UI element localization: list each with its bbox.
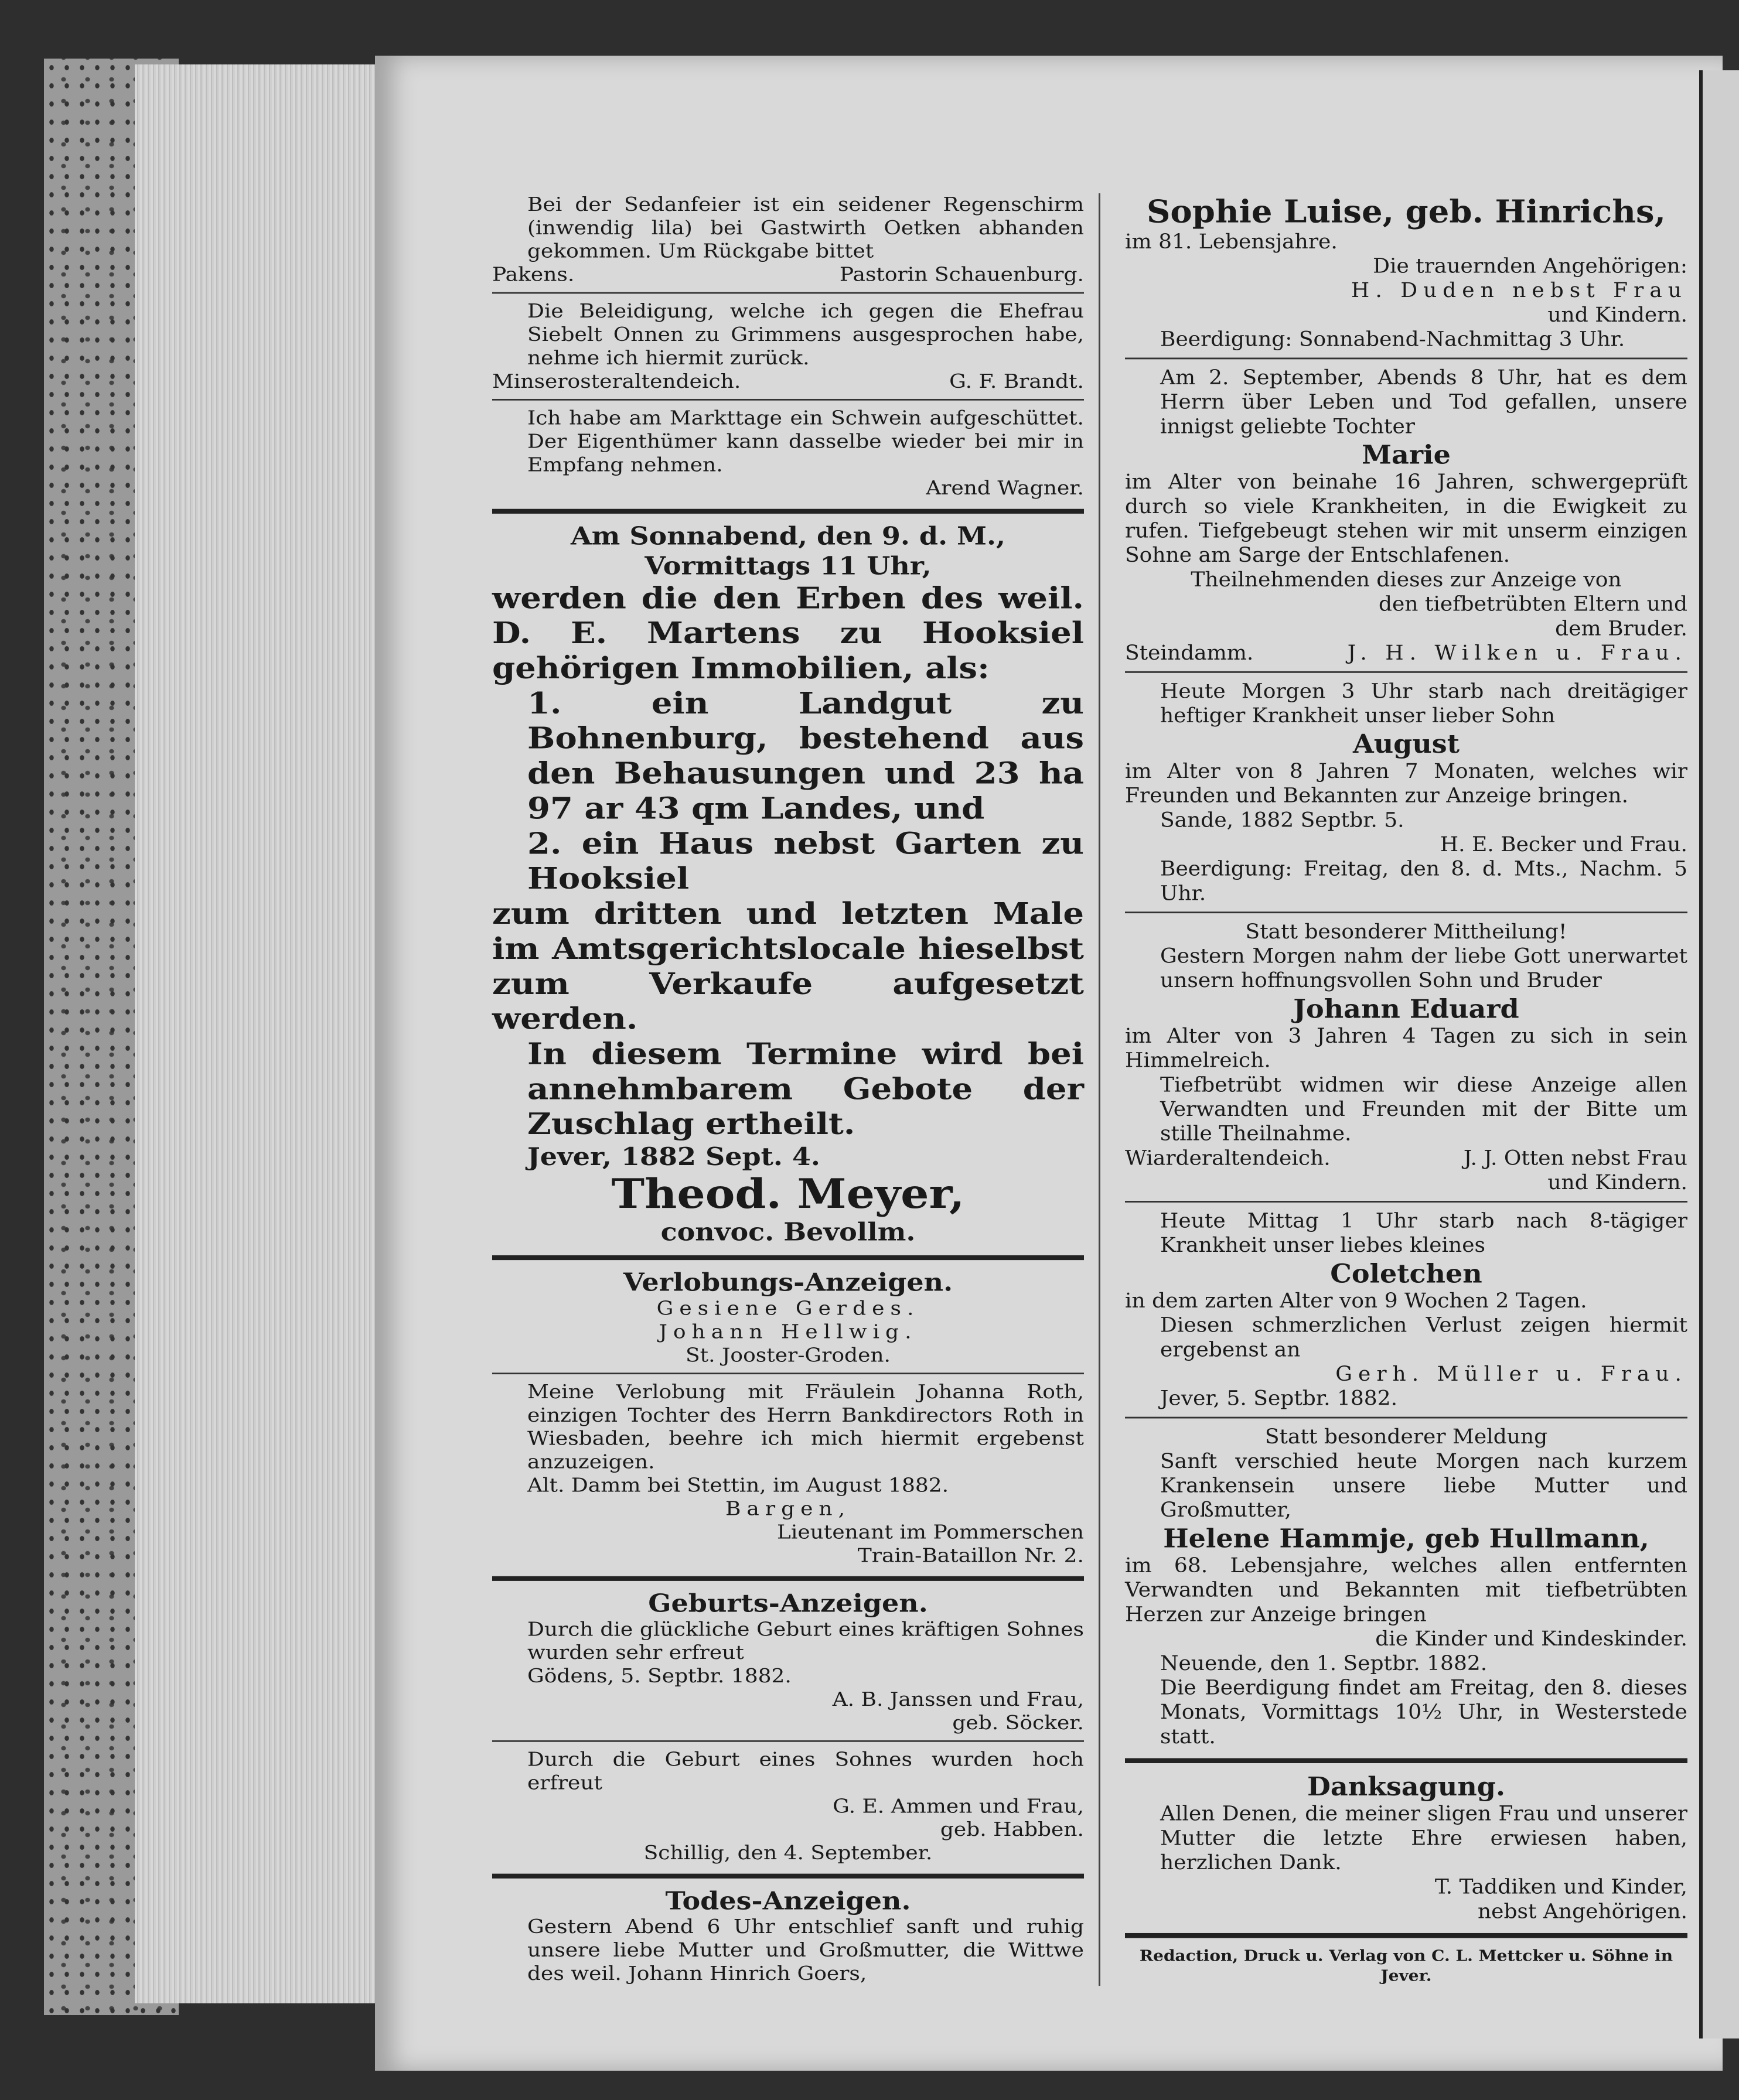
deceased-name: August [1353, 729, 1460, 759]
ad-place: Steindamm. [1125, 641, 1254, 665]
ad-engagement-1 [492, 1297, 1084, 1368]
ad-auction [492, 521, 1084, 1247]
ad-place: Wiarderaltendeich. [1125, 1147, 1331, 1170]
ad-signer: G. E. Ammen und Frau, [833, 1795, 1084, 1818]
ad-birth-2 [492, 1749, 1084, 1866]
deceased-name: Coletchen [1330, 1258, 1482, 1289]
ad-signer: nebst Angehörigen. [1477, 1900, 1687, 1923]
divider-thick [492, 1255, 1084, 1260]
ad-intro: Gestern Morgen nahm der liebe Gott unerwartet unsern hoffnungsvollen Sohn und Bruder [1160, 945, 1687, 992]
ad-death-1 [492, 1915, 1084, 1986]
auction-outro: zum dritten und letzten Male im Amtsgerichtslocale hieselbst zum Verkaufe aufgesetzt werden. [492, 896, 1084, 1037]
page-stack [135, 64, 416, 2003]
burial-info: Beerdigung: Freitag, den 8. d. Mts., Nachm. 5 Uhr. [1160, 858, 1687, 905]
divider [492, 1372, 1084, 1374]
ad-signer: und Kindern. [1547, 1171, 1687, 1194]
divider [492, 1740, 1084, 1742]
ad-signer-rank: Lieutenant im Pommerschen [776, 1521, 1084, 1544]
ad-signer: Pastorin Schauenburg. [839, 264, 1084, 286]
divider-thick [492, 1576, 1084, 1581]
ad-text: Bei der Sedanfeier ist ein seidener Regenschirm (inwendig lila) bei Gastwirth Oetken abhanden gekommen. Um Rückgabe bittet [527, 193, 1084, 262]
deceased-name: Marie [1362, 439, 1451, 470]
ad-insult-retraction [492, 300, 1084, 394]
ad-text: in dem zarten Alter von 9 Wochen 2 Tagen. [1125, 1289, 1587, 1313]
ad-signer: Bargen, [725, 1498, 851, 1520]
divider-thick [1125, 1758, 1687, 1763]
deceased-name: Helene Hammje, geb Hullmann, [1163, 1523, 1649, 1553]
ad-place-date: Alt. Damm bei Stettin, im August 1882. [527, 1474, 949, 1497]
divider [1125, 1417, 1687, 1419]
notice: Theilnehmenden dieses zur Anzeige von [1191, 568, 1622, 592]
engaged-place: St. Jooster-Groden. [685, 1344, 891, 1367]
divider-thick [1125, 1933, 1687, 1938]
column-rule [1099, 193, 1100, 1986]
ad-text: Diesen schmerzlichen Verlust zeigen hiermit ergebenst an [1160, 1314, 1687, 1361]
deceased-age: im 81. Lebensjahre. [1125, 230, 1338, 254]
auction-item-1: 1. ein Landgut zu Bohnenburg, bestehend aus den Behausungen und 23 ha 97 ar 43 qm Landes, und [527, 685, 1084, 827]
ad-text: Allen Denen, die meiner sligen Frau und unserer Mutter die letzte Ehre erwiesen haben, herzlichen Dank. [1160, 1802, 1687, 1874]
ad-signer: Gerh. Müller u. Frau. [1335, 1363, 1687, 1386]
ad-head: Statt besonderer Mittheilung! [1245, 920, 1567, 944]
ad-thanks [1125, 1771, 1687, 1924]
ad-place: Minserosteraltendeich. [492, 370, 741, 393]
ad-signer: H. E. Becker und Frau. [1440, 833, 1687, 856]
ad-death-johann [1125, 920, 1687, 1195]
ad-place-date: Neuende, den 1. Septbr. 1882. [1160, 1652, 1488, 1675]
ad-text: Tiefbetrübt widmen wir diese Anzeige allen Verwandten und Freunden mit der Bitte um stille Theilnahme. [1160, 1073, 1687, 1146]
auction-intro: werden die den Erben des weil. D. E. Martens zu Hooksiel gehörigen Immobilien, als: [492, 581, 1084, 686]
auction-time: Vormittags 11 Uhr, [645, 551, 932, 581]
ad-text: im 68. Lebensjahre, welches allen entfernten Verwandten und Bekannten mit tiefbetrübten Herzen zur Anzeige bringen [1125, 1554, 1687, 1626]
divider [1125, 358, 1687, 360]
ad-engagement-2 [492, 1381, 1084, 1568]
ad-text: Gestern Abend 6 Uhr entschlief sanft und ruhig unsere liebe Mutter und Großmutter, die Wittwe des weil. Johann Hinrich Goers, [527, 1916, 1084, 1985]
auction-signer: Theod. Meyer, [611, 1170, 965, 1218]
ad-text: Durch die glückliche Geburt eines kräftigen Sohnes wurden sehr erfreut [527, 1618, 1084, 1664]
deceased-name: Johann Eduard [1293, 993, 1519, 1024]
ad-place-date: Sande, 1882 Septbr. 5. [1160, 808, 1404, 832]
ad-text: im Alter von beinahe 16 Jahren, schwergeprüft durch so viele Krankheiten, in die Ewigkeit zu rufen. Tiefgebeugt stehen wir mit unserm einzigen Sohne am Sarge der Entschlafenen. [1125, 470, 1687, 567]
notice: den tiefbetrübten Eltern und [1378, 593, 1687, 616]
ad-intro: Heute Mittag 1 Uhr starb nach 8-tägiger Krankheit unser liebes kleines [1160, 1210, 1687, 1257]
ad-head: Statt besonderer Meldung [1264, 1425, 1548, 1449]
ad-signer-nee: geb. Habben. [940, 1819, 1084, 1841]
ad-death-coletchen [1125, 1209, 1687, 1411]
ad-signer: J. J. Otten nebst Frau [1463, 1147, 1687, 1170]
ad-signer: J. H. Wilken u. Frau. [1347, 641, 1687, 665]
divider [492, 399, 1084, 401]
ad-signer-unit: Train-Bataillon Nr. 2. [857, 1545, 1084, 1567]
auction-signer-title: convoc. Bevollm. [660, 1217, 916, 1247]
divider [1125, 911, 1687, 913]
ad-intro: Sanft verschied heute Morgen nach kurzem Krankensein unsere liebe Mutter und Großmutter, [1160, 1450, 1687, 1522]
divider [1125, 671, 1687, 673]
ad-death-marie [1125, 366, 1687, 666]
divider-thick [492, 1874, 1084, 1879]
ad-pig [492, 407, 1084, 501]
ad-place-date: Schillig, den 4. September. [643, 1842, 933, 1865]
family: und Kindern. [1547, 303, 1687, 327]
auction-date: Am Sonnabend, den 9. d. M., [570, 521, 1006, 551]
ad-signer: die Kinder und Kindeskinder. [1375, 1627, 1687, 1651]
auction-terms: In diesem Termine wird bei annehmbarem Gebote der Zuschlag ertheilt. [527, 1036, 1084, 1142]
auction-item-2: 2. ein Haus nebst Garten zu Hooksiel [527, 826, 1084, 896]
engaged-name: Johann Hellwig. [659, 1321, 918, 1343]
ad-text: im Alter von 8 Jahren 7 Monaten, welches wir Freunden und Bekannten zur Anzeige bringen. [1125, 760, 1687, 808]
section-heading-deaths: Todes-Anzeigen. [665, 1886, 911, 1915]
ad-umbrella [492, 193, 1084, 287]
ad-text: Meine Verlobung mit Fräulein Johanna Roth, einzigen Tochter des Herrn Bankdirectors Roth in Wiesbaden, beehre ich mich hiermit ergebenst anzuzeigen. [527, 1381, 1084, 1473]
section-heading-births: Geburts-Anzeigen. [648, 1589, 928, 1618]
ad-text: Die Beleidigung, welche ich gegen die Ehefrau Siebelt Onnen zu Grimmens ausgesprochen habe, nehme ich hiermit zurück. [527, 301, 1084, 370]
ad-death-helene [1125, 1425, 1687, 1749]
ad-intro: Heute Morgen 3 Uhr starb nach dreitägiger heftiger Krankheit unser lieber Sohn [1160, 680, 1687, 728]
ad-place-date: Jever, 5. Septbr. 1882. [1160, 1387, 1398, 1411]
notice: dem Bruder. [1555, 617, 1687, 640]
family: H. Duden nebst Frau [1351, 279, 1687, 302]
ad-signer-nee: geb. Söcker. [952, 1712, 1084, 1734]
ad-death-sophie [1125, 193, 1687, 352]
ad-text: Durch die Geburt eines Sohnes wurden hoch erfreut [527, 1749, 1084, 1794]
ad-signer: T. Taddiken und Kinder, [1434, 1876, 1687, 1899]
ad-signer: G. F. Brandt. [949, 370, 1084, 393]
section-heading-engagements: Verlobungs-Anzeigen. [623, 1268, 953, 1297]
ad-signer: A. B. Janssen und Frau, [832, 1689, 1084, 1711]
left-column [492, 193, 1084, 1986]
auction-place-date: Jever, 1882 Sept. 4. [527, 1142, 820, 1171]
ad-head: Danksagung. [1307, 1771, 1505, 1802]
ad-death-august [1125, 679, 1687, 906]
ad-place-date: Gödens, 5. Septbr. 1882. [527, 1665, 792, 1688]
engaged-name: Gesiene Gerdes. [656, 1297, 920, 1320]
ad-signer: Arend Wagner. [926, 477, 1084, 500]
ad-text: im Alter von 3 Jahren 4 Tagen zu sich in sein Himmelreich. [1125, 1025, 1687, 1073]
right-column [1125, 193, 1687, 1986]
mourners: Die trauernden Angehörigen: [1373, 255, 1687, 278]
divider-thick [492, 509, 1084, 514]
ad-intro: Am 2. September, Abends 8 Uhr, hat es dem Herrn über Leben und Tod gefallen, unsere innigst geliebte Tochter [1160, 366, 1687, 438]
deceased-name: Sophie Luise, geb. Hinrichs, [1146, 193, 1666, 230]
ad-birth-1 [492, 1618, 1084, 1735]
burial-info: Die Beerdigung findet am Freitag, den 8. dieses Monats, Vormittags 10½ Uhr, in Westerstede statt. [1160, 1676, 1687, 1749]
ad-text: Ich habe am Markttage ein Schwein aufgeschüttet. Der Eigenthümer kann dasselbe wieder bei mir in Empfang nehmen. [527, 407, 1084, 476]
divider [1125, 1201, 1687, 1203]
divider [492, 292, 1084, 294]
imprint: Redaction, Druck u. Verlag von C. L. Mettcker u. Söhne in Jever. [1139, 1946, 1673, 1985]
ad-place: Pakens. [492, 264, 575, 286]
burial-info: Beerdigung: Sonnabend-Nachmittag 3 Uhr. [1160, 328, 1625, 351]
facing-page-edge [1699, 70, 1739, 2038]
